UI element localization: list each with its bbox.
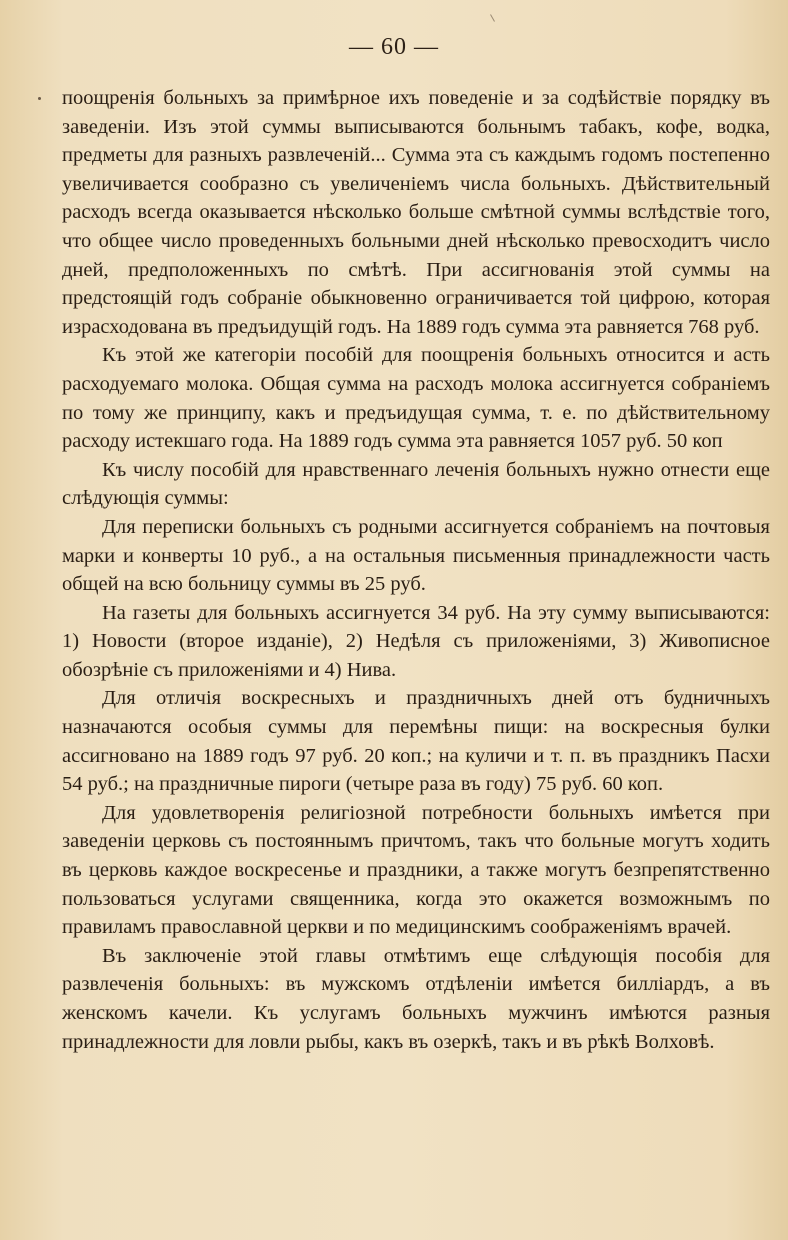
paragraph-2: Къ этой же категоріи пособій для поощренія больныхъ относится и асть расходуемаго молока. Общая сумма на расходъ молока ассигнуется собраніемъ по тому же принципу, какъ и предъидущая сумма, т. е. по дѣйствительному расходу истекшаго года. На 1889 годъ сумма эта равняется 1057 руб. 50 коп — [62, 344, 770, 453]
margin-dot — [38, 97, 41, 100]
paragraph-6: Для отличія воскресныхъ и праздничныхъ дней отъ будничныхъ назначаются особыя суммы для перемѣны пищи: на воскресныя булки ассигновано на 1889 годъ 97 руб. 20 коп.; на куличи и т. п. въ праздникъ Пасхи 54 руб.; на праздничные пироги (четыре раза въ году) 75 руб. 60 коп. — [62, 687, 770, 796]
paragraph-5: На газеты для больныхъ ассигнуется 34 руб. На эту сумму выписываются: 1) Новости (второе изданіе), 2) Недѣля съ приложеніями, 3) Живописное обозрѣніе съ приложеніями и 4) Нива. — [62, 601, 770, 681]
page-number: — 60 — — [349, 34, 439, 60]
paragraph-4: Для переписки больныхъ съ родными ассигнуется собраніемъ на почтовыя марки и конверты 10 руб., а на остальныя письменныя принадлежности часть общей на всю больницу суммы въ 25 руб. — [62, 515, 770, 596]
body-text — [62, 84, 770, 1056]
paragraph-3: Къ числу пособій для нравственнаго леченія больныхъ нужно отнести еще слѣдующія суммы: — [62, 458, 770, 510]
paragraph-8: Въ заключеніе этой главы отмѣтимъ еще слѣдующія пособія для развлеченія больныхъ: въ мужскомъ отдѣленіи имѣется билліардъ, а въ женскомъ качели. Къ услугамъ больныхъ мужчинъ имѣются разныя принадлежности для ловли рыбы, какъ въ озеркѣ, такъ и въ рѣкѣ Волховѣ. — [62, 944, 770, 1053]
paragraph-1: поощренія больныхъ за примѣрное ихъ поведеніе и за содѣйствіе порядку въ заведеніи. Изъ этой суммы выписываются больнымъ табакъ, кофе, водка, предметы для разныхъ развлеченій... Сумма эта съ каждымъ годомъ постепенно увеличивается сообразно съ увеличеніемъ числа больныхъ. Дѣйствительный расходъ всегда оказывается нѣсколько больше смѣтной суммы вслѣдствіе того, что общее число проведенныхъ больными дней нѣсколько превосходитъ число дней, предположенныхъ по смѣтѣ. При ассигнованія этой суммы на предстоящій годъ собраніе обыкновенно ограничивается той цифрою, которая израсходована въ предъидущій годъ. На 1889 годъ сумма эта равняется 768 руб. — [62, 87, 770, 338]
paragraph-7: Для удовлетворенія религіозной потребности больныхъ имѣется при заведеніи церковь съ постояннымъ причтомъ, такъ что больные могутъ ходить въ церковь каждое воскресенье и праздники, а также могутъ безпрепятственно пользоваться услугами священника, когда это окажется возможнымъ по правиламъ православной церкви и по медицинскимъ соображеніямъ врачей. — [62, 801, 770, 939]
page-mark — [490, 14, 495, 21]
